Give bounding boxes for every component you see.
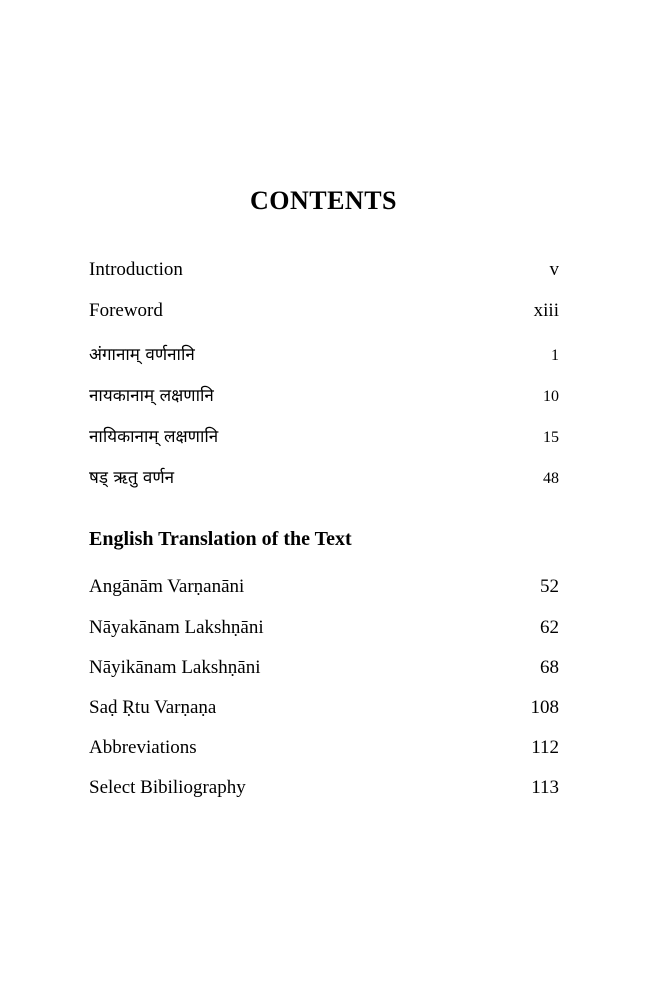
toc-entry-label: Introduction [89,259,183,280]
toc-entry-page: 62 [540,617,559,638]
page-title: CONTENTS [249,186,398,215]
toc-entry-page: 10 [543,388,559,405]
toc-entry-label: Nāyakānam Lakshṇāni [89,617,264,638]
toc-entry-nayikanam [89,424,559,452]
toc-entry-label: Nāyikānam Lakshṇāni [89,657,261,678]
toc-entry-bibliography [89,777,559,805]
toc-entry-page: 68 [540,657,559,678]
toc-entry-label: नायिकानाम् लक्षणानि [89,427,219,447]
toc-entry-label: Angānām Varṇanāni [89,576,245,597]
toc-entry-page: v [549,259,559,280]
toc-entry-page: 1 [551,347,559,364]
toc-entry-page: 48 [543,470,559,487]
toc-entry-label: अंगानाम् वर्णनानि [89,345,195,365]
toc-entry-label: षड् ऋतु वर्णन [89,468,175,488]
toc-entry-label: Saḍ Ṛtu Varṇaṇa [89,697,217,718]
toc-entry-nayakanam [89,383,559,411]
toc-entry-page: 113 [531,777,559,798]
toc-entry-label: Select Bibiliography [89,777,246,798]
toc-entry-anganam [89,342,559,370]
toc-entry-nayikanam-translation [89,657,559,685]
toc-entry-foreword [89,300,559,328]
toc-entry-abbreviations [89,737,559,765]
section-heading: English Translation of the Text [89,528,352,550]
toc-entry-page: 52 [540,576,559,597]
toc-entry-page: 108 [530,697,559,718]
toc-entry-page: xiii [533,300,559,321]
toc-entry-label: नायकानाम् लक्षणानि [89,386,214,406]
toc-entry-page: 15 [543,429,559,446]
toc-entry-sad-rtu-translation [89,697,559,725]
toc-entry-anganam-translation [89,576,559,604]
toc-entry-nayakanam-translation [89,617,559,645]
toc-entry-label: Abbreviations [89,737,197,758]
toc-entry-page: 112 [531,737,559,758]
toc-entry-introduction [89,259,559,287]
toc-entry-label: Foreword [89,300,163,321]
toc-entry-sad-rtu [89,465,559,493]
